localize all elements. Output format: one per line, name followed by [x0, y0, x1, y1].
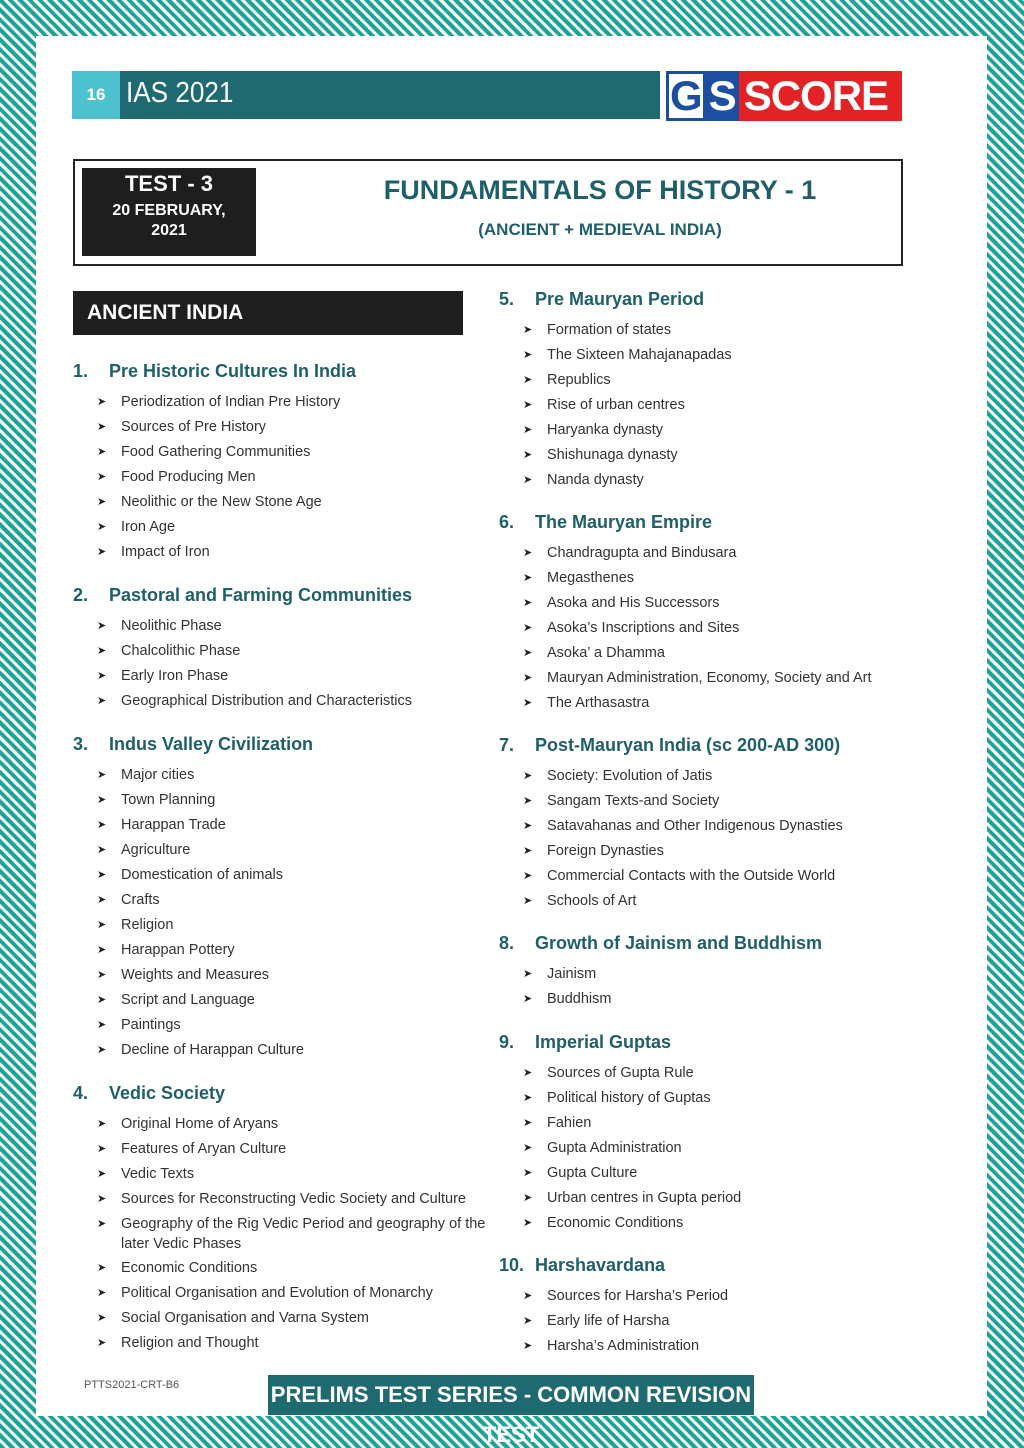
arrow-bullet-icon: ➤: [523, 1217, 533, 1229]
arrow-bullet-icon: ➤: [97, 670, 107, 682]
arrow-bullet-icon: ➤: [97, 969, 107, 981]
list-item: [97, 392, 497, 412]
list-item-text: Religion: [121, 917, 174, 933]
arrow-bullet-icon: ➤: [97, 546, 107, 558]
arrow-bullet-icon: ➤: [523, 1167, 533, 1179]
topic-number: 8.: [499, 933, 515, 953]
list-item-text: Formation of states: [547, 322, 672, 338]
list-item: [97, 890, 497, 910]
list-item-text: Harsha’s Administration: [547, 1338, 700, 1354]
list-item-text: Major cities: [121, 767, 195, 783]
arrow-bullet-icon: ➤: [523, 547, 533, 559]
right-topic-5: [499, 1032, 939, 1231]
arrow-bullet-icon: ➤: [523, 1092, 533, 1104]
list-item: [97, 1189, 497, 1209]
list-item-text: Early Iron Phase: [121, 668, 229, 684]
topic-title: Indus Valley Civilization: [109, 734, 314, 754]
right-topic-6: [499, 1255, 939, 1354]
list-item-text: Agriculture: [121, 842, 191, 858]
arrow-bullet-icon: ➤: [97, 1143, 107, 1155]
list-item: [97, 1114, 497, 1134]
list-item: [97, 1139, 497, 1159]
list-item: [523, 866, 943, 886]
topic-title: Pre Mauryan Period: [535, 289, 705, 309]
list-item: [97, 1040, 497, 1060]
page-number: 16: [72, 71, 120, 119]
arrow-bullet-icon: ➤: [523, 1290, 533, 1302]
list-item: [97, 1164, 497, 1184]
list-item: [523, 1138, 943, 1158]
right-topic-3: [499, 735, 939, 909]
arrow-bullet-icon: ➤: [97, 819, 107, 831]
topic-heading: [499, 1255, 939, 1276]
list-item-text: Nanda dynasty: [547, 472, 644, 488]
arrow-bullet-icon: ➤: [97, 471, 107, 483]
footer-code: PTTS2021-CRT-B6: [84, 1379, 180, 1391]
topic-number: 3.: [73, 734, 89, 754]
list-item-text: Script and Language: [121, 992, 255, 1008]
arrow-bullet-icon: ➤: [523, 424, 533, 436]
arrow-bullet-icon: ➤: [523, 820, 533, 832]
page-sheet: [36, 36, 987, 1447]
arrow-bullet-icon: ➤: [523, 1340, 533, 1352]
topic-number: 9.: [499, 1032, 515, 1052]
list-item-text: Gupta Administration: [547, 1140, 682, 1156]
list-item-text: Megasthenes: [547, 570, 635, 586]
left-topic-1: [73, 361, 493, 560]
list-item-text: Geography of the Rig Vedic Period and geography of the later Vedic Phases: [121, 1216, 486, 1252]
arrow-bullet-icon: ➤: [97, 645, 107, 657]
list-item-text: Commercial Contacts with the Outside World: [547, 868, 836, 884]
test-date: 20 FEBRUARY, 2021: [112, 202, 226, 239]
topic-number: 4.: [73, 1083, 89, 1103]
arrow-bullet-icon: ➤: [523, 474, 533, 486]
list-item: [97, 940, 497, 960]
right-topic-4: [499, 933, 939, 1007]
arrow-bullet-icon: ➤: [523, 349, 533, 361]
arrow-bullet-icon: ➤: [523, 572, 533, 584]
topic-title: Post-Mauryan India (sc 200-AD 300): [535, 735, 841, 755]
list-item-text: Satavahanas and Other Indigenous Dynasties: [547, 818, 843, 834]
list-item: [523, 891, 943, 911]
topic-heading: [499, 289, 939, 310]
test-info-box: [73, 159, 903, 266]
arrow-bullet-icon: ➤: [523, 597, 533, 609]
section-title: ANCIENT INDIA: [73, 291, 463, 335]
test-label-block: [82, 168, 256, 256]
right-topic-2: [499, 512, 939, 711]
list-item: [97, 815, 497, 835]
test-subtitle: (ANCIENT + MEDIEVAL INDIA): [478, 220, 722, 239]
list-item-text: Urban centres in Gupta period: [547, 1190, 742, 1206]
arrow-bullet-icon: ➤: [97, 1118, 107, 1130]
list-item: [97, 1214, 497, 1254]
list-item: [97, 442, 497, 462]
topic-title: Pre Historic Cultures In India: [109, 361, 357, 381]
list-item: [523, 1188, 943, 1208]
arrow-bullet-icon: ➤: [523, 870, 533, 882]
list-item: [97, 790, 497, 810]
list-item: [523, 445, 943, 465]
arrow-bullet-icon: ➤: [523, 1192, 533, 1204]
list-item-text: Food Gathering Communities: [121, 444, 311, 460]
arrow-bullet-icon: ➤: [523, 770, 533, 782]
list-item-text: Vedic Texts: [121, 1166, 195, 1182]
list-item: [523, 1311, 943, 1331]
list-item-text: Sources of Gupta Rule: [547, 1065, 694, 1081]
list-item: [97, 1308, 497, 1328]
list-item-text: Neolithic Phase: [121, 618, 222, 634]
list-item: [523, 1286, 943, 1306]
logo-score: SCORE: [739, 71, 902, 121]
list-item-text: Gupta Culture: [547, 1165, 638, 1181]
list-item: [523, 643, 943, 663]
arrow-bullet-icon: ➤: [97, 844, 107, 856]
topic-heading: [73, 585, 493, 606]
list-item-text: Shishunaga dynasty: [547, 447, 678, 463]
list-item-text: Iron Age: [121, 519, 176, 535]
topic-heading: [499, 933, 939, 954]
list-item: [523, 1063, 943, 1083]
topic-heading: [73, 734, 493, 755]
arrow-bullet-icon: ➤: [97, 620, 107, 632]
list-item: [97, 1258, 497, 1278]
arrow-bullet-icon: ➤: [523, 1067, 533, 1079]
list-item-text: Geographical Distribution and Characteristics: [121, 693, 412, 709]
arrow-bullet-icon: ➤: [97, 769, 107, 781]
right-topic-1: [499, 289, 939, 488]
arrow-bullet-icon: ➤: [97, 695, 107, 707]
left-topic-4: [73, 1083, 493, 1351]
topic-title: The Mauryan Empire: [535, 512, 713, 532]
list-item-text: Economic Conditions: [547, 1215, 684, 1231]
arrow-bullet-icon: ➤: [523, 1117, 533, 1129]
topic-title: Imperial Guptas: [535, 1032, 672, 1052]
arrow-bullet-icon: ➤: [97, 1168, 107, 1180]
gs-score-logo: [666, 71, 902, 121]
test-number: TEST - 3: [124, 171, 213, 196]
list-item-text: Republics: [547, 372, 611, 388]
arrow-bullet-icon: ➤: [523, 795, 533, 807]
list-item-text: Chalcolithic Phase: [121, 643, 241, 659]
topic-number: 10.: [499, 1255, 525, 1275]
list-item: [523, 543, 943, 563]
list-item: [523, 320, 943, 340]
list-item: [523, 1336, 943, 1356]
list-item-text: Fahien: [547, 1115, 592, 1131]
list-item: [523, 420, 943, 440]
logo-letter-s: S: [706, 71, 739, 121]
list-item-text: Jainism: [547, 966, 597, 982]
list-item-text: Mauryan Administration, Economy, Society and Art: [547, 670, 872, 686]
list-item-text: Harappan Trade: [121, 817, 226, 833]
list-item: [523, 370, 943, 390]
list-item: [523, 1113, 943, 1133]
list-item: [523, 791, 943, 811]
arrow-bullet-icon: ➤: [523, 622, 533, 634]
list-item: [97, 915, 497, 935]
topic-title: Vedic Society: [109, 1083, 226, 1103]
list-item: [523, 1088, 943, 1108]
list-item-text: Crafts: [121, 892, 160, 908]
arrow-bullet-icon: ➤: [97, 944, 107, 956]
list-item-text: Asoka and His Successors: [547, 595, 720, 611]
list-item: [523, 395, 943, 415]
arrow-bullet-icon: ➤: [523, 672, 533, 684]
logo-letter-g: G: [666, 71, 706, 121]
arrow-bullet-icon: ➤: [523, 1142, 533, 1154]
arrow-bullet-icon: ➤: [97, 1337, 107, 1349]
list-item-text: Food Producing Men: [121, 469, 256, 485]
left-topic-2: [73, 585, 493, 709]
arrow-bullet-icon: ➤: [97, 1287, 107, 1299]
test-title: FUNDAMENTALS OF HISTORY - 1: [383, 175, 817, 205]
topic-title: Growth of Jainism and Buddhism: [535, 933, 823, 953]
list-item-text: Periodization of Indian Pre History: [121, 394, 341, 410]
topic-heading: [73, 1083, 493, 1104]
topic-number: 5.: [499, 289, 515, 309]
list-item: [97, 417, 497, 437]
arrow-bullet-icon: ➤: [97, 994, 107, 1006]
topic-number: 2.: [73, 585, 89, 605]
list-item: [97, 1015, 497, 1035]
arrow-bullet-icon: ➤: [523, 697, 533, 709]
list-item-text: The Arthasastra: [547, 695, 650, 711]
header-title: IAS 2021: [126, 77, 234, 109]
list-item: [523, 593, 943, 613]
topic-title: Harshavardana: [535, 1255, 666, 1275]
arrow-bullet-icon: ➤: [523, 647, 533, 659]
list-item: [523, 668, 943, 688]
arrow-bullet-icon: ➤: [97, 521, 107, 533]
arrow-bullet-icon: ➤: [523, 993, 533, 1005]
list-item: [523, 1213, 943, 1233]
list-item-text: Foreign Dynasties: [547, 843, 664, 859]
list-item: [97, 517, 497, 537]
topic-number: 6.: [499, 512, 515, 532]
list-item: [97, 641, 497, 661]
arrow-bullet-icon: ➤: [523, 399, 533, 411]
list-item-text: Town Planning: [121, 792, 216, 808]
arrow-bullet-icon: ➤: [97, 919, 107, 931]
list-item: [523, 693, 943, 713]
left-topic-3: [73, 734, 493, 1058]
list-item: [97, 666, 497, 686]
list-item-text: Chandragupta and Bindusara: [547, 545, 737, 561]
list-item: [97, 542, 497, 562]
list-item: [523, 964, 943, 984]
arrow-bullet-icon: ➤: [523, 968, 533, 980]
list-item: [523, 345, 943, 365]
arrow-bullet-icon: ➤: [523, 1315, 533, 1327]
list-item-text: Sources of Pre History: [121, 419, 267, 435]
list-item: [97, 1283, 497, 1303]
arrow-bullet-icon: ➤: [97, 869, 107, 881]
list-item-text: Society: Evolution of Jatis: [547, 768, 713, 784]
arrow-bullet-icon: ➤: [97, 794, 107, 806]
arrow-bullet-icon: ➤: [97, 1218, 107, 1230]
list-item: [523, 618, 943, 638]
arrow-bullet-icon: ➤: [97, 1193, 107, 1205]
list-item-text: Economic Conditions: [121, 1260, 258, 1276]
list-item-text: Social Organisation and Varna System: [121, 1310, 369, 1326]
arrow-bullet-icon: ➤: [97, 1044, 107, 1056]
topic-heading: [499, 1032, 939, 1053]
list-item-text: Sources for Reconstructing Vedic Society and Culture: [121, 1191, 466, 1207]
topic-number: 7.: [499, 735, 515, 755]
list-item-text: Asoka’s Inscriptions and Sites: [547, 620, 740, 636]
list-item: [523, 568, 943, 588]
list-item: [523, 1163, 943, 1183]
arrow-bullet-icon: ➤: [97, 496, 107, 508]
test-topic: [355, 175, 845, 240]
list-item: [523, 841, 943, 861]
list-item-text: Features of Aryan Culture: [121, 1141, 287, 1157]
list-item: [523, 989, 943, 1009]
list-item: [523, 766, 943, 786]
list-item: [97, 840, 497, 860]
list-item-text: Original Home of Aryans: [121, 1116, 279, 1132]
list-item-text: Decline of Harappan Culture: [121, 1042, 304, 1058]
list-item-text: Rise of urban centres: [547, 397, 685, 413]
topic-title: Pastoral and Farming Communities: [109, 585, 413, 605]
arrow-bullet-icon: ➤: [97, 1312, 107, 1324]
list-item-text: Political Organisation and Evolution of Monarchy: [121, 1285, 433, 1301]
arrow-bullet-icon: ➤: [97, 396, 107, 408]
list-item: [97, 492, 497, 512]
arrow-bullet-icon: ➤: [523, 845, 533, 857]
list-item: [97, 467, 497, 487]
list-item-text: Paintings: [121, 1017, 181, 1033]
arrow-bullet-icon: ➤: [97, 1019, 107, 1031]
list-item-text: Haryanka dynasty: [547, 422, 664, 438]
arrow-bullet-icon: ➤: [97, 421, 107, 433]
arrow-bullet-icon: ➤: [523, 374, 533, 386]
list-item: [97, 865, 497, 885]
list-item: [97, 691, 497, 711]
list-item-text: Impact of Iron: [121, 544, 210, 560]
list-item-text: Sangam Texts-and Society: [547, 793, 720, 809]
list-item-text: Neolithic or the New Stone Age: [121, 494, 322, 510]
list-item-text: Sources for Harsha’s Period: [547, 1288, 729, 1304]
list-item: [97, 616, 497, 636]
arrow-bullet-icon: ➤: [97, 894, 107, 906]
topic-heading: [499, 512, 939, 533]
list-item-text: Religion and Thought: [121, 1335, 259, 1351]
footer-banner: PRELIMS TEST SERIES - COMMON REVISION TEST: [268, 1375, 754, 1415]
topic-number: 1.: [73, 361, 89, 381]
list-item-text: Harappan Pottery: [121, 942, 235, 958]
topic-heading: [73, 361, 493, 382]
header-bar: [72, 71, 660, 119]
list-item: [97, 1333, 497, 1353]
topic-heading: [499, 735, 939, 756]
arrow-bullet-icon: ➤: [523, 449, 533, 461]
list-item-text: Early life of Harsha: [547, 1313, 670, 1329]
list-item: [97, 965, 497, 985]
list-item: [523, 816, 943, 836]
list-item: [523, 470, 943, 490]
list-item-text: Buddhism: [547, 991, 612, 1007]
list-item-text: Domestication of animals: [121, 867, 283, 883]
list-item: [97, 990, 497, 1010]
list-item: [97, 765, 497, 785]
arrow-bullet-icon: ➤: [523, 895, 533, 907]
arrow-bullet-icon: ➤: [523, 324, 533, 336]
list-item-text: Asoka’ a Dhamma: [547, 645, 665, 661]
arrow-bullet-icon: ➤: [97, 1262, 107, 1274]
list-item-text: Weights and Measures: [121, 967, 270, 983]
arrow-bullet-icon: ➤: [97, 446, 107, 458]
list-item-text: The Sixteen Mahajanapadas: [547, 347, 732, 363]
list-item-text: Schools of Art: [547, 893, 637, 909]
list-item-text: Political history of Guptas: [547, 1090, 711, 1106]
